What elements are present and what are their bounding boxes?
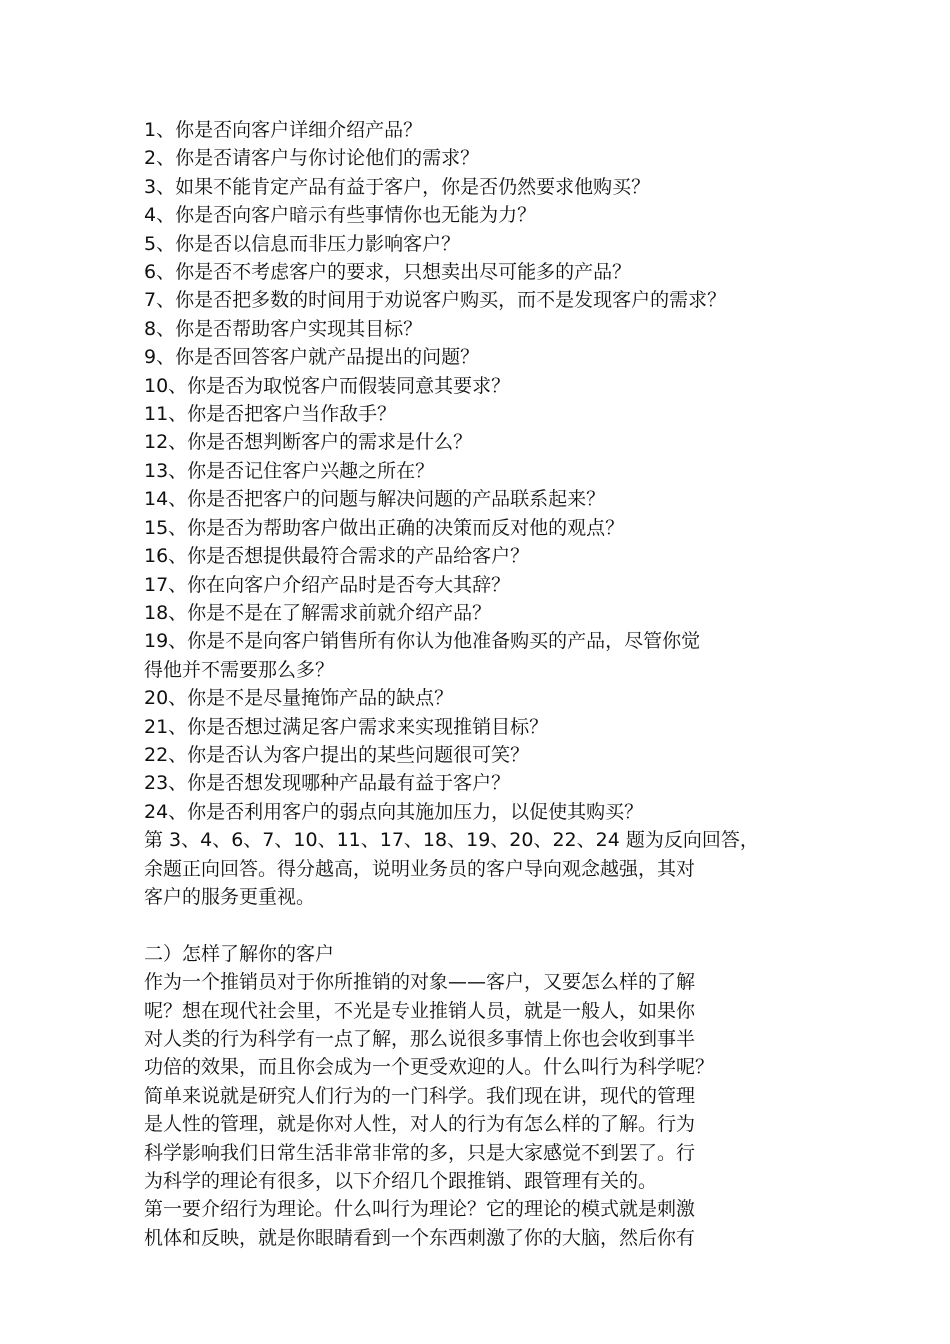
- body-line: 第一要介绍行为理论。什么叫行为理论？它的理论的模式就是刺激: [144, 1198, 696, 1221]
- question-2: 2、你是否请客户与你讨论他们的需求？: [144, 147, 480, 170]
- scoring-note: [144, 826, 834, 911]
- question-6: 6、你是否不考虑客户的要求，只想卖出尽可能多的产品？: [144, 261, 632, 284]
- body-line: 对人类的行为科学有一点了解，那么说很多事情上你也会收到事半: [144, 1027, 696, 1050]
- question-19-continued: 得他并不需要那么多？: [144, 658, 335, 681]
- question-5: 5、你是否以信息而非压力影响客户？: [144, 232, 461, 255]
- question-13: 13、你是否记住客户兴趣之所在？: [144, 459, 435, 482]
- body-line: 机体和反映，就是你眼睛看到一个东西刺激了你的大脑，然后你有: [144, 1226, 696, 1249]
- question-24: 24、你是否利用客户的弱点向其施加压力，以促使其购买？: [144, 800, 644, 823]
- question-19: 19、你是不是向客户销售所有你认为他准备购买的产品，尽管你觉: [144, 630, 701, 653]
- question-9: 9、你是否回答客户就产品提出的问题？: [144, 346, 480, 369]
- question-18: 18、你是不是在了解需求前就介绍产品？: [144, 601, 492, 624]
- body-line: 简单来说就是研究人们行为的一门科学。我们现在讲，现代的管理: [144, 1084, 696, 1107]
- question-23: 23、你是否想发现哪种产品最有益于客户？: [144, 772, 511, 795]
- scoring-note-line: 第 3、4、6、7、10、11、17、18、19、20、22、24 题为反向回答，: [144, 829, 759, 852]
- paragraph-spacer: [144, 911, 834, 939]
- question-17: 17、你在向客户介绍产品时是否夸大其辞？: [144, 573, 511, 596]
- question-20: 20、你是不是尽量掩饰产品的缺点？: [144, 687, 454, 710]
- question-12: 12、你是否想判断客户的需求是什么？: [144, 431, 473, 454]
- question-11: 11、你是否把客户当作敌手？: [144, 403, 397, 426]
- question-10: 10、你是否为取悦客户而假装同意其要求？: [144, 374, 511, 397]
- question-21: 21、你是否想过满足客户需求来实现推销目标？: [144, 715, 549, 738]
- question-22: 22、你是否认为客户提出的某些问题很可笑？: [144, 743, 530, 766]
- scoring-note-line: 余题正向回答。得分越高，说明业务员的客户导向观念越强，其对: [144, 857, 696, 880]
- document-text: [144, 116, 834, 1252]
- question-7: 7、你是否把多数的时间用于劝说客户购买，而不是发现客户的需求？: [144, 289, 727, 312]
- question-14: 14、你是否把客户的问题与解决问题的产品联系起来？: [144, 488, 606, 511]
- question-8: 8、你是否帮助客户实现其目标？: [144, 317, 423, 340]
- question-4: 4、你是否向客户暗示有些事情你也无能为力？: [144, 204, 537, 227]
- question-1: 1、你是否向客户详细介绍产品？: [144, 119, 423, 141]
- body-line: 科学影响我们日常生活非常非常的多，只是大家感觉不到罢了。行: [144, 1141, 696, 1164]
- question-15: 15、你是否为帮助客户做出正确的决策而反对他的观点？: [144, 516, 625, 539]
- question-3: 3、如果不能肯定产品有益于客户，你是否仍然要求他购买？: [144, 175, 651, 198]
- body-line: 是人性的管理，就是你对人性，对人的行为有怎么样的了解。行为: [144, 1113, 696, 1136]
- scoring-note-line: 客户的服务更重视。: [144, 885, 316, 908]
- section-heading: 二）怎样了解你的客户: [144, 942, 335, 965]
- body-line: 作为一个推销员对于你所推销的对象——客户，又要怎么样的了解: [144, 971, 696, 994]
- section-two: [144, 940, 834, 1252]
- question-list: [144, 116, 834, 826]
- body-line: 为科学的理论有很多，以下介绍几个跟推销、跟管理有关的。: [144, 1170, 658, 1193]
- body-line: 功倍的效果，而且你会成为一个更受欢迎的人。什么叫行为科学呢？: [144, 1056, 715, 1079]
- body-line: 呢？想在现代社会里，不光是专业推销人员，就是一般人，如果你: [144, 999, 696, 1022]
- question-16: 16、你是否想提供最符合需求的产品给客户？: [144, 545, 530, 568]
